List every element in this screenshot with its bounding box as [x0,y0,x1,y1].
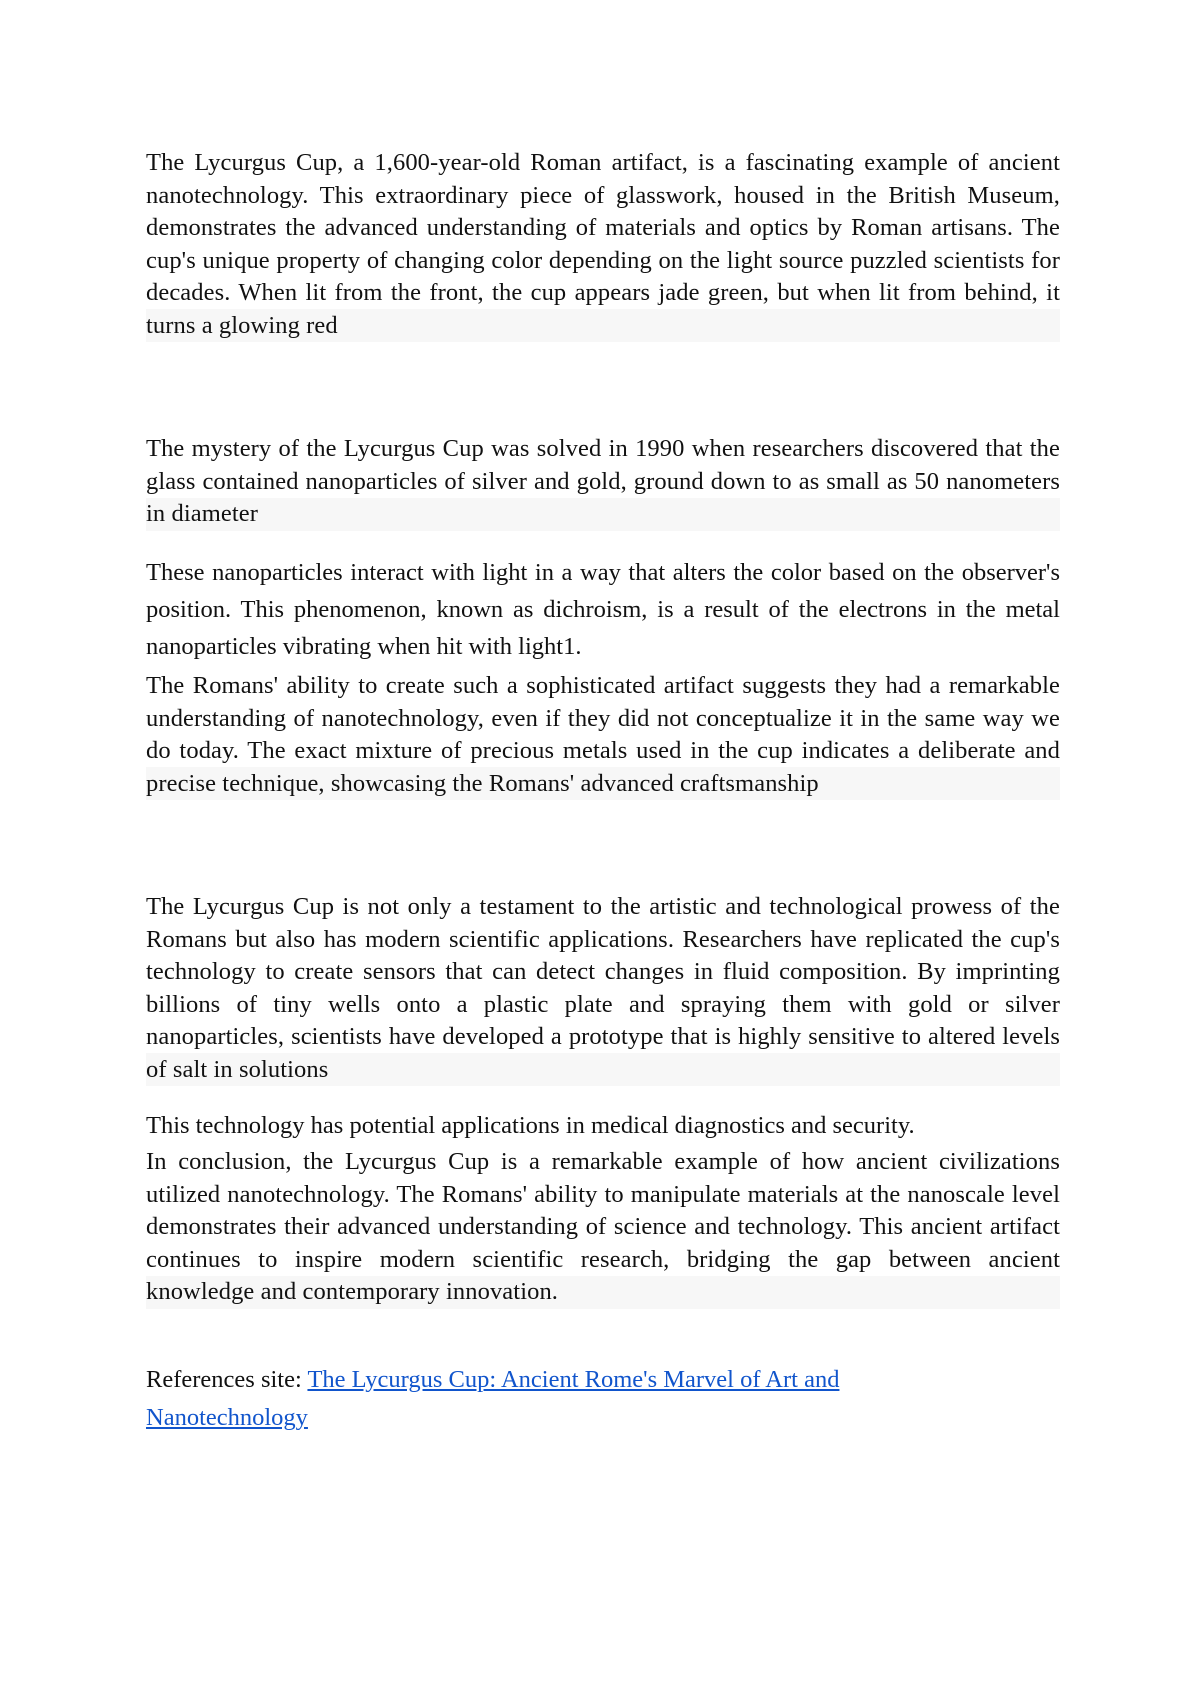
paragraph-intro-block [146,147,1060,342]
paragraph-intro: The Lycurgus Cup, a 1,600-year-old Roman artifact, is a fascinating example of ancient nanotechnology. This extraordinary piece of glasswork, housed in the British Museum, demonstrates the advanced understanding of materials and optics by Roman artisans. The cup's unique property of changing color depending on the light source puzzled scientists for decades. When lit from the front, the cup appears jade green, but when lit from behind, it turns a glowing red [146,147,1060,342]
reference-link[interactable]: The Lycurgus Cup: Ancient Rome's Marvel of Art and Nanotechnology [146,1366,840,1431]
paragraph-dichroism: These nanoparticles interact with light in a way that alters the color based on the observer's position. This phenomenon, known as dichroism, is a result of the electrons in the metal nanoparticles vibrating when hit with light1. [146,559,1060,660]
paragraph-conclusion: In conclusion, the Lycurgus Cup is a remarkable example of how ancient civilizations utilized nanotechnology. The Romans' ability to manipulate materials at the nanoscale level demonstrates their advanced understanding of science and technology. This ancient artifact continues to inspire modern scientific research, bridging the gap between ancient knowledge and contemporary innovation. [146,1146,1060,1309]
paragraph-dichroism-block [146,554,1060,665]
paragraph-applications: This technology has potential applications in medical diagnostics and security. [146,1112,915,1139]
paragraph-romans-block [146,670,1060,800]
references-line [146,1361,1006,1437]
references-block [146,1361,1006,1437]
paragraph-mystery-block [146,433,1060,531]
paragraph-mystery: The mystery of the Lycurgus Cup was solved in 1990 when researchers discovered that the glass contained nanoparticles of silver and gold, ground down to as small as 50 nanometers in diameter [146,433,1060,531]
paragraph-conclusion-block [146,1146,1060,1309]
paragraph-romans: The Romans' ability to create such a sophisticated artifact suggests they had a remarkable understanding of nanotechnology, even if they did not conceptualize it in the same way we do today. The exact mixture of precious metals used in the cup indicates a deliberate and precise technique, showcasing the Romans' advanced craftsmanship [146,670,1060,800]
paragraph-modern-block [146,891,1060,1086]
paragraph-modern: The Lycurgus Cup is not only a testament to the artistic and technological prowess of the Romans but also has modern scientific applications. Researchers have replicated the cup's technology to create sensors that can detect changes in fluid composition. By imprinting billions of tiny wells onto a plastic plate and spraying them with gold or silver nanoparticles, scientists have developed a prototype that is highly sensitive to altered levels of salt in solutions [146,891,1060,1086]
references-label: References site: [146,1366,308,1393]
paragraph-applications-block [146,1107,1060,1144]
